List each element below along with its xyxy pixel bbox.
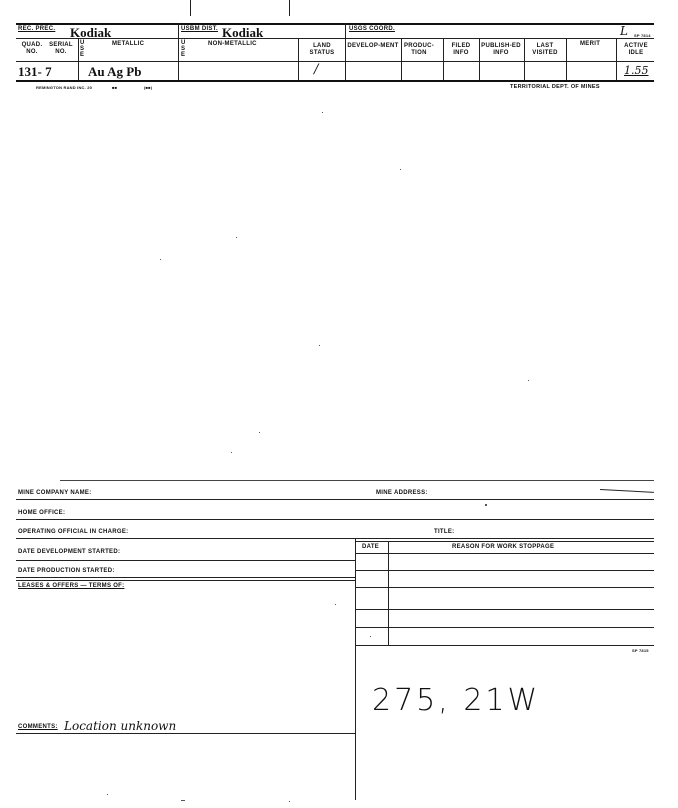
speck [181,800,185,801]
line-home-office [16,519,654,520]
divider-land [298,38,299,80]
active-idle-mark: 1.55 [624,64,649,77]
stoppage-table-bottom [355,645,654,646]
speck [400,169,401,170]
usbm-dist-label: USBM DIST. [181,26,219,32]
speck [107,794,108,795]
handwritten-number: 275, 21W [372,683,541,718]
col-use-nonmetallic: U S E [181,40,186,58]
col-non-metallic: NON-METALLIC [208,41,257,47]
department-name: TERRITORIAL DEPT. OF MINES [510,84,600,90]
col-production: PRODUC-TION [403,43,435,56]
reason-column-header: REASON FOR WORK STOPPAGE [452,544,555,550]
metallic-value: Au Ag Pb [88,64,142,79]
speck [319,345,320,346]
rec-prec-label: REC. PREC. [18,26,56,32]
line-company [16,499,654,500]
col-filed-info: FILED INFO [451,43,471,56]
data-row-top [16,61,654,62]
land-status-mark: / [314,62,319,77]
card-top-border [16,23,654,25]
speck [322,112,323,113]
stoppage-row-3 [355,609,654,610]
line-official-double [355,541,654,542]
speck [160,259,161,260]
col-metallic: METALLIC [112,41,145,47]
divider-usbm [178,23,179,80]
speck [528,380,529,381]
stoppage-row-2 [355,587,654,588]
home-office-label: HOME OFFICE: [18,510,66,516]
corner-mark: L [620,24,628,38]
speck [335,604,336,605]
imprint-code-2: (■■) [144,85,153,90]
col-active-idle: ACTIVE IDLE [624,43,648,56]
top-tick-right [289,0,290,16]
speck [259,432,260,433]
corner-stroke [600,489,654,493]
divider-active [616,38,617,80]
col-merit: MERIT [580,41,601,47]
date-column-header: DATE [362,544,380,550]
divider-usgs [345,23,346,80]
mine-company-name-label: MINE COMPANY NAME: [18,490,92,496]
line-development [16,560,355,561]
speck [289,801,290,802]
comments-label: COMMENTS: [18,724,58,730]
form-number-bottom: SP 7815 [632,648,649,653]
form-number-top: SP 7814 [634,33,651,38]
speck [370,636,371,637]
line-production [16,577,355,578]
divider-pub [479,38,480,80]
line-production-double [16,580,355,581]
speck [236,237,237,238]
leases-offers-label: LEASES & OFFERS — TERMS OF: [18,583,125,589]
col-serial-no: SERIAL NO. [49,42,73,55]
quad-serial-value: 131- 7 [18,64,52,79]
header-separator [16,38,654,39]
line-comments [16,733,355,734]
divider-prod [401,38,402,80]
col-use-metallic: U S E [80,40,85,58]
col-last-visited: LAST VISITED [532,43,558,56]
stoppage-date-divider [388,541,389,645]
operating-official-label: OPERATING OFFICIAL IN CHARGE: [18,529,129,535]
col-land-status: LAND STATUS [309,43,335,56]
stoppage-row-4 [355,627,654,628]
publisher-imprint: REMINGTON RAND INC. 20 [36,85,93,90]
divider-last [524,38,525,80]
imprint-code-1: ■■ [112,85,118,90]
line-official [16,538,654,539]
divider-use1 [78,38,79,80]
col-published-info: PUBLISH-ED INFO [481,43,521,56]
mine-address-label: MINE ADDRESS: [376,490,428,496]
speck [231,452,232,453]
rec-prec-value: Kodiak [70,25,112,40]
top-tick-left [190,0,191,16]
usbm-dist-value: Kodiak [222,25,264,40]
speck [485,504,487,506]
card-bottom-top-edge [60,480,654,481]
col-quad-no: QUAD. NO. [21,42,43,55]
stoppage-header-line [355,553,654,554]
date-production-label: DATE PRODUCTION STARTED: [18,568,115,574]
usgs-coord-label: USGS COORD. [349,26,395,32]
col-development: DEVELOP-MENT [347,43,399,49]
stoppage-row-1 [355,570,654,571]
comments-value: Location unknown [64,719,177,733]
card-top-bottom-border [16,80,654,82]
title-label: TITLE: [434,529,455,535]
stoppage-table-left-border [355,538,356,800]
date-development-label: DATE DEVELOPMENT STARTED: [18,549,121,555]
divider-filed [443,38,444,80]
divider-merit [566,38,567,80]
